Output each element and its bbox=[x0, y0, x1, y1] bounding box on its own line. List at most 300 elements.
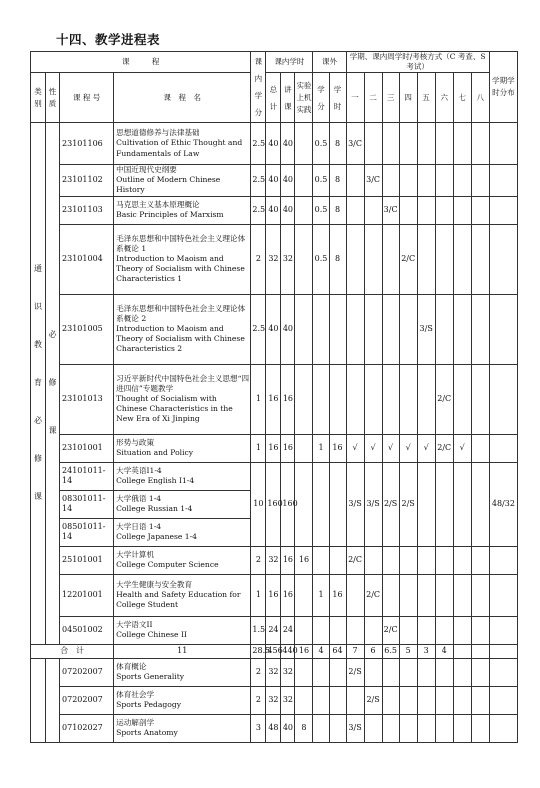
semester-6-cell bbox=[435, 686, 453, 714]
semester-4-cell bbox=[399, 714, 417, 742]
semester-5-cell: 3/S bbox=[417, 294, 435, 364]
course-name-cn: 大学俄语 1-4 bbox=[116, 493, 162, 503]
course-name-en: College Japanese 1-4 bbox=[116, 532, 198, 542]
semester-dist-cell bbox=[489, 364, 517, 434]
header-course: 课 程 bbox=[31, 52, 251, 73]
semester-2-cell bbox=[364, 658, 382, 686]
course-name-cn: 运动解剖学 bbox=[116, 717, 155, 727]
course-name-cell bbox=[114, 490, 251, 518]
course-name-cell bbox=[114, 462, 251, 490]
vertical-char: 识 bbox=[34, 302, 42, 312]
semester-3-cell bbox=[382, 686, 399, 714]
vertical-char: 课 bbox=[34, 492, 42, 502]
course-name-en: Health and Safety Education for College Student bbox=[116, 590, 241, 610]
semester-5-cell bbox=[417, 616, 435, 644]
vertical-char: 通 bbox=[34, 264, 42, 274]
semester-6-cell: 2/C bbox=[435, 434, 453, 462]
lab-hours-cell bbox=[295, 574, 313, 616]
semester-5-cell: 3 bbox=[417, 644, 435, 658]
semester-dist-cell bbox=[489, 224, 517, 294]
course-name-cn: 大学语文II bbox=[116, 619, 153, 629]
category-cell bbox=[31, 123, 46, 645]
semester-8-cell bbox=[471, 714, 489, 742]
course-code-cell: 08301011-14 bbox=[60, 490, 114, 518]
semester-6-cell bbox=[435, 546, 453, 574]
lab-hours-cell bbox=[295, 686, 313, 714]
outside-credits-cell bbox=[313, 546, 329, 574]
semester-3-cell: 6.5 bbox=[382, 644, 399, 658]
semester-8-cell bbox=[471, 434, 489, 462]
semester-4-cell bbox=[399, 616, 417, 644]
vertical-char: 修 bbox=[48, 378, 57, 388]
course-code-cell: 07202007 bbox=[60, 686, 114, 714]
credits-cell: 2 bbox=[251, 546, 266, 574]
semester-7-cell bbox=[453, 686, 471, 714]
semester-dist-cell bbox=[489, 686, 517, 714]
outside-hours-cell: 8 bbox=[329, 224, 346, 294]
lecture-hours-cell: 32 bbox=[281, 658, 295, 686]
semester-dist-cell bbox=[489, 196, 517, 224]
course-code-cell: 25101001 bbox=[60, 546, 114, 574]
total-hours-cell: 40 bbox=[266, 165, 281, 197]
semester-4-cell bbox=[399, 546, 417, 574]
semester-8-cell bbox=[471, 686, 489, 714]
semester-1-cell bbox=[346, 574, 364, 616]
lab-hours-cell bbox=[295, 123, 313, 165]
course-code-cell: 23101102 bbox=[60, 165, 114, 197]
semester-4-cell: 5 bbox=[399, 644, 417, 658]
course-name-cell bbox=[114, 123, 251, 165]
semester-4-cell bbox=[399, 123, 417, 165]
semester-2-cell: 2/C bbox=[364, 574, 382, 616]
course-name-cell bbox=[114, 434, 251, 462]
semester-5-cell bbox=[417, 574, 435, 616]
outside-hours-cell bbox=[329, 686, 346, 714]
semester-3-cell: 2/C bbox=[382, 616, 399, 644]
semester-2-cell: 2/S bbox=[364, 686, 382, 714]
lab-hours-cell bbox=[295, 224, 313, 294]
course-code-cell: 07202007 bbox=[60, 658, 114, 686]
credits-cell: 2 bbox=[251, 224, 266, 294]
table-row bbox=[31, 123, 518, 165]
table-row bbox=[31, 294, 518, 364]
credits-cell: 1 bbox=[251, 434, 266, 462]
semester-1-cell bbox=[346, 616, 364, 644]
semester-1-cell: 7 bbox=[346, 644, 364, 658]
semester-dist-cell bbox=[489, 644, 517, 658]
semester-7-cell bbox=[453, 123, 471, 165]
semester-1-cell bbox=[346, 364, 364, 434]
lecture-hours-cell: 40 bbox=[281, 165, 295, 197]
outside-credits-cell: 0.5 bbox=[313, 196, 329, 224]
course-name-cn: 中国近现代史纲要 bbox=[116, 165, 177, 174]
course-name-cell bbox=[114, 364, 251, 434]
teaching-schedule-table bbox=[30, 51, 518, 743]
lecture-hours-cell: 16 bbox=[281, 574, 295, 616]
outside-hours-cell bbox=[329, 546, 346, 574]
course-name-en: Sports Generality bbox=[116, 672, 185, 682]
outside-credits-cell: 0.5 bbox=[313, 123, 329, 165]
semester-dist-cell bbox=[489, 616, 517, 644]
course-name-cn: 形势与政策 bbox=[116, 437, 155, 447]
semester-6-cell bbox=[435, 658, 453, 686]
lab-hours-cell bbox=[295, 165, 313, 197]
outside-credits-cell bbox=[313, 462, 329, 546]
vertical-char: 育 bbox=[34, 378, 42, 388]
course-name-en: Situation and Policy bbox=[116, 448, 194, 458]
semester-1-cell: 2/C bbox=[346, 546, 364, 574]
outside-hours-cell: 8 bbox=[329, 196, 346, 224]
course-name-cn: 习近平新时代中国特色社会主义思想“四进四信”专题教学 bbox=[116, 373, 250, 393]
outside-hours-cell bbox=[329, 616, 346, 644]
semester-3-cell bbox=[382, 546, 399, 574]
course-name-cell bbox=[114, 546, 251, 574]
semester-dist-cell bbox=[489, 165, 517, 197]
semester-3-cell bbox=[382, 658, 399, 686]
course-name-cell bbox=[114, 224, 251, 294]
header-semester-6: 六 bbox=[435, 73, 453, 123]
semester-dist-cell bbox=[489, 123, 517, 165]
semester-7-cell bbox=[453, 574, 471, 616]
header-semester-7: 七 bbox=[453, 73, 471, 123]
header-semester-hours-dist: 学期学时分布 bbox=[489, 52, 517, 123]
semester-3-cell bbox=[382, 364, 399, 434]
semester-6-cell bbox=[435, 462, 453, 546]
table-row bbox=[31, 714, 518, 742]
semester-3-cell: 3/C bbox=[382, 196, 399, 224]
lab-hours-cell bbox=[295, 294, 313, 364]
course-name-cell bbox=[114, 616, 251, 644]
course-name-en: Basic Principles of Marxism bbox=[116, 210, 224, 220]
semester-5-cell bbox=[417, 123, 435, 165]
header-lecture: 讲课 bbox=[281, 73, 295, 123]
semester-1-cell: 3/S bbox=[346, 714, 364, 742]
semester-7-cell bbox=[453, 364, 471, 434]
lecture-hours-cell: 16 bbox=[281, 546, 295, 574]
outside-credits-cell bbox=[313, 686, 329, 714]
semester-5-cell bbox=[417, 196, 435, 224]
semester-6-cell bbox=[435, 196, 453, 224]
outside-hours-cell bbox=[329, 294, 346, 364]
semester-6-cell bbox=[435, 123, 453, 165]
semester-6-cell bbox=[435, 224, 453, 294]
course-name-cn: 大学计算机 bbox=[116, 549, 155, 559]
course-name-cell bbox=[114, 574, 251, 616]
course-name-en: College English Ⅰ1-4 bbox=[116, 476, 195, 486]
course-code-cell: 23101004 bbox=[60, 224, 114, 294]
table-row bbox=[31, 196, 518, 224]
table-row bbox=[31, 165, 518, 197]
header-semester-4: 四 bbox=[399, 73, 417, 123]
vertical-char: 教 bbox=[34, 340, 42, 350]
total-hours-cell: 16 bbox=[266, 434, 281, 462]
total-hours-cell: 40 bbox=[266, 123, 281, 165]
semester-3-cell bbox=[382, 714, 399, 742]
semester-6-cell bbox=[435, 574, 453, 616]
lab-hours-cell bbox=[295, 434, 313, 462]
nature-cell bbox=[46, 123, 60, 645]
total-hours-cell: 16 bbox=[266, 574, 281, 616]
semester-dist-cell bbox=[489, 294, 517, 364]
semester-4-cell bbox=[399, 686, 417, 714]
course-name-cn: 马克思主义基本原理概论 bbox=[116, 199, 200, 209]
semester-8-cell bbox=[471, 364, 489, 434]
total-hours-cell: 32 bbox=[266, 546, 281, 574]
semester-2-cell bbox=[364, 294, 382, 364]
semester-dist-cell bbox=[489, 658, 517, 686]
semester-4-cell bbox=[399, 658, 417, 686]
course-name-en: Introduction to Maoism and Theory of Socialism with Chinese Characteristics 1 bbox=[116, 254, 245, 284]
table-row bbox=[31, 224, 518, 294]
table-row bbox=[31, 574, 518, 616]
credits-cell: 1.5 bbox=[251, 616, 266, 644]
semester-dist-cell bbox=[489, 714, 517, 742]
semester-1-cell bbox=[346, 196, 364, 224]
semester-dist-cell bbox=[489, 434, 517, 462]
course-name-en: Sports Anatomy bbox=[116, 728, 178, 738]
nature-cell-blank bbox=[46, 658, 60, 742]
outside-hours-cell: 64 bbox=[329, 644, 346, 658]
vertical-char: 课 bbox=[48, 426, 57, 436]
header-credits: 课内学分 bbox=[251, 52, 266, 123]
course-name-cn: 大学英语Ⅰ1-4 bbox=[116, 465, 162, 475]
credits-cell: 2.5 bbox=[251, 294, 266, 364]
header-semester-8: 八 bbox=[471, 73, 489, 123]
course-name-en: Cultivation of Ethic Thought and Fundamentals of Law bbox=[116, 138, 243, 158]
semester-3-cell bbox=[382, 123, 399, 165]
semester-2-cell bbox=[364, 196, 382, 224]
semester-6-cell bbox=[435, 714, 453, 742]
semester-1-cell bbox=[346, 165, 364, 197]
semester-2-cell bbox=[364, 224, 382, 294]
total-label-cell: 合 计 bbox=[31, 644, 114, 658]
outside-credits-cell: 1 bbox=[313, 574, 329, 616]
course-code-cell: 23101013 bbox=[60, 364, 114, 434]
semester-4-cell: 2/C bbox=[399, 224, 417, 294]
semester-7-cell bbox=[453, 714, 471, 742]
semester-1-cell bbox=[346, 686, 364, 714]
semester-7-cell bbox=[453, 644, 471, 658]
course-name-cell bbox=[114, 714, 251, 742]
course-name-cell bbox=[114, 518, 251, 546]
course-name-en: College Computer Science bbox=[116, 560, 219, 570]
course-name-cell bbox=[114, 658, 251, 686]
semester-8-cell bbox=[471, 462, 489, 546]
outside-credits-cell bbox=[313, 294, 329, 364]
course-name-cn: 毛泽东思想和中国特色社会主义理论体系概论 2 bbox=[116, 303, 246, 323]
semester-5-cell bbox=[417, 546, 435, 574]
semester-6-cell bbox=[435, 165, 453, 197]
header-in-class-hours: 课内学时 bbox=[266, 52, 313, 73]
semester-5-cell: √ bbox=[417, 434, 435, 462]
semester-1-cell: 2/S bbox=[346, 658, 364, 686]
credits-cell: 28.5 bbox=[251, 644, 266, 658]
semester-3-cell: 2/S bbox=[382, 462, 399, 546]
lecture-hours-cell: 32 bbox=[281, 686, 295, 714]
semester-8-cell bbox=[471, 196, 489, 224]
semester-4-cell bbox=[399, 294, 417, 364]
header-total: 总计 bbox=[266, 73, 281, 123]
semester-dist-cell: 48/32 bbox=[489, 462, 517, 546]
table-row bbox=[31, 546, 518, 574]
semester-8-cell bbox=[471, 616, 489, 644]
lecture-hours-cell: 40 bbox=[281, 123, 295, 165]
lecture-hours-cell: 32 bbox=[281, 224, 295, 294]
vertical-char: 必 bbox=[48, 330, 57, 340]
semester-8-cell bbox=[471, 123, 489, 165]
lecture-hours-cell: 40 bbox=[281, 714, 295, 742]
lecture-hours-cell: 440 bbox=[281, 644, 295, 658]
course-name-cn: 思想道德修养与法律基础 bbox=[116, 128, 200, 138]
semester-7-cell bbox=[453, 165, 471, 197]
semester-3-cell: √ bbox=[382, 434, 399, 462]
semester-8-cell bbox=[471, 165, 489, 197]
semester-5-cell bbox=[417, 462, 435, 546]
header-semester-2: 二 bbox=[364, 73, 382, 123]
course-code-cell: 12201001 bbox=[60, 574, 114, 616]
outside-credits-cell bbox=[313, 658, 329, 686]
outside-credits-cell bbox=[313, 616, 329, 644]
total-hours-cell: 160 bbox=[266, 462, 281, 546]
semester-7-cell bbox=[453, 224, 471, 294]
lab-hours-cell: 16 bbox=[295, 546, 313, 574]
total-row bbox=[31, 644, 518, 658]
outside-credits-cell: 0.5 bbox=[313, 165, 329, 197]
lab-hours-cell: 8 bbox=[295, 714, 313, 742]
lab-hours-cell bbox=[295, 658, 313, 686]
outside-credits-cell bbox=[313, 714, 329, 742]
credits-cell: 2.5 bbox=[251, 165, 266, 197]
credits-cell: 2 bbox=[251, 658, 266, 686]
semester-1-cell: 3/C bbox=[346, 123, 364, 165]
total-hours-cell: 32 bbox=[266, 658, 281, 686]
credits-cell: 1 bbox=[251, 364, 266, 434]
header-lab: 实验上机实践 bbox=[295, 73, 313, 123]
credits-cell: 3 bbox=[251, 714, 266, 742]
header-semester-1: 一 bbox=[346, 73, 364, 123]
total-hours-cell: 32 bbox=[266, 224, 281, 294]
semester-4-cell bbox=[399, 196, 417, 224]
header-code: 课 程 号 bbox=[60, 73, 114, 123]
semester-2-cell: 6 bbox=[364, 644, 382, 658]
header-out-hours: 学时 bbox=[329, 73, 346, 123]
semester-6-cell: 2/C bbox=[435, 364, 453, 434]
semester-1-cell bbox=[346, 294, 364, 364]
total-count-cell: 11 bbox=[114, 644, 251, 658]
semester-5-cell bbox=[417, 686, 435, 714]
course-name-cell bbox=[114, 165, 251, 197]
semester-2-cell bbox=[364, 616, 382, 644]
semester-3-cell bbox=[382, 165, 399, 197]
outside-hours-cell: 16 bbox=[329, 434, 346, 462]
lecture-hours-cell: 40 bbox=[281, 294, 295, 364]
semester-7-cell bbox=[453, 462, 471, 546]
lecture-hours-cell: 40 bbox=[281, 196, 295, 224]
course-name-cn: 毛泽东思想和中国特色社会主义理论体系概论 1 bbox=[116, 233, 246, 253]
semester-8-cell bbox=[471, 224, 489, 294]
lecture-hours-cell: 160 bbox=[281, 462, 295, 546]
credits-cell: 10 bbox=[251, 462, 266, 546]
total-hours-cell: 32 bbox=[266, 686, 281, 714]
header-name: 课 程 名 bbox=[114, 73, 251, 123]
semester-5-cell bbox=[417, 364, 435, 434]
course-name-cn: 大学生健康与安全教育 bbox=[116, 579, 193, 589]
header-semester-note: 学期、课内周学时/考核方式（C 考查、S 考试） bbox=[346, 52, 489, 73]
course-name-en: Outline of Modern Chinese History bbox=[116, 175, 221, 195]
course-name-en: Sports Pedagogy bbox=[116, 700, 181, 710]
semester-2-cell: 3/S bbox=[364, 462, 382, 546]
outside-hours-cell bbox=[329, 658, 346, 686]
total-hours-cell: 456 bbox=[266, 644, 281, 658]
lecture-hours-cell: 16 bbox=[281, 434, 295, 462]
vertical-char: 必 bbox=[34, 416, 42, 426]
outside-hours-cell bbox=[329, 462, 346, 546]
course-code-cell: 08501011-14 bbox=[60, 518, 114, 546]
semester-1-cell bbox=[346, 224, 364, 294]
semester-1-cell: 3/S bbox=[346, 462, 364, 546]
table-row bbox=[31, 686, 518, 714]
credits-cell: 2 bbox=[251, 686, 266, 714]
course-code-cell: 24101011-14 bbox=[60, 462, 114, 490]
course-name-cell bbox=[114, 686, 251, 714]
vertical-char: 修 bbox=[34, 454, 42, 464]
table-row bbox=[31, 364, 518, 434]
outside-credits-cell: 4 bbox=[313, 644, 329, 658]
course-name-cell bbox=[114, 196, 251, 224]
page-title: 十四、教学进程表 bbox=[56, 32, 161, 47]
header-semester-5: 五 bbox=[417, 73, 435, 123]
outside-credits-cell bbox=[313, 364, 329, 434]
semester-2-cell bbox=[364, 123, 382, 165]
outside-credits-cell: 1 bbox=[313, 434, 329, 462]
semester-8-cell bbox=[471, 294, 489, 364]
total-hours-cell: 48 bbox=[266, 714, 281, 742]
outside-hours-cell bbox=[329, 364, 346, 434]
outside-hours-cell bbox=[329, 714, 346, 742]
course-name-en: Thought of Socialism with Chinese Characteristics in the New Era of Xi Jinping bbox=[116, 394, 233, 424]
table-row bbox=[31, 462, 518, 490]
lab-hours-cell bbox=[295, 616, 313, 644]
semester-3-cell bbox=[382, 294, 399, 364]
semester-4-cell bbox=[399, 165, 417, 197]
credits-cell: 2.5 bbox=[251, 123, 266, 165]
course-name-cell bbox=[114, 294, 251, 364]
semester-7-cell bbox=[453, 294, 471, 364]
credits-cell: 2.5 bbox=[251, 196, 266, 224]
table-row bbox=[31, 434, 518, 462]
semester-6-cell: 4 bbox=[435, 644, 453, 658]
course-code-cell: 23101001 bbox=[60, 434, 114, 462]
semester-3-cell bbox=[382, 224, 399, 294]
course-name-en: Introduction to Maoism and Theory of Socialism with Chinese Characteristics 2 bbox=[116, 324, 245, 354]
semester-3-cell bbox=[382, 574, 399, 616]
course-name-cn: 体育概论 bbox=[116, 661, 147, 671]
semester-2-cell: 3/C bbox=[364, 165, 382, 197]
outside-credits-cell: 0.5 bbox=[313, 224, 329, 294]
course-code-cell: 23101103 bbox=[60, 196, 114, 224]
semester-8-cell bbox=[471, 574, 489, 616]
course-name-cn: 大学日语 1-4 bbox=[116, 521, 162, 531]
table-row bbox=[31, 616, 518, 644]
semester-5-cell bbox=[417, 224, 435, 294]
semester-7-cell bbox=[453, 196, 471, 224]
semester-5-cell bbox=[417, 714, 435, 742]
semester-1-cell: √ bbox=[346, 434, 364, 462]
total-hours-cell: 24 bbox=[266, 616, 281, 644]
semester-2-cell bbox=[364, 364, 382, 434]
header-nature: 性质 bbox=[46, 73, 60, 123]
course-name-en: College Chinese II bbox=[116, 630, 187, 640]
